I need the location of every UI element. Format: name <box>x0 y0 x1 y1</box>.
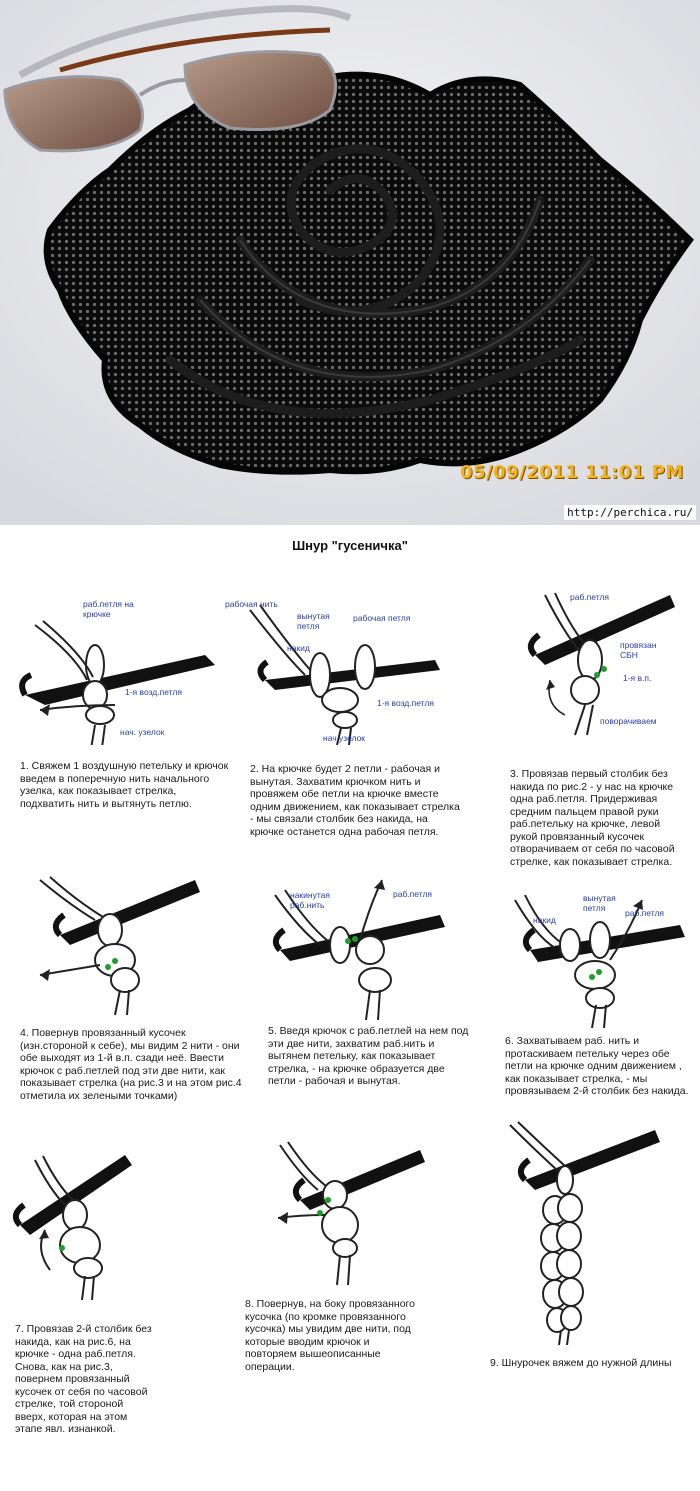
label-first-ch: 1-я в.п. <box>623 673 652 683</box>
label-yarn-over-thread: накинутая раб.нить <box>290 890 330 910</box>
step-7 <box>10 1150 210 1485</box>
label-turn: поворачиваем <box>600 716 657 726</box>
step-8-illustration <box>240 1140 440 1290</box>
label-first-chain: 1-я возд.петля <box>125 687 182 697</box>
step-9 <box>485 1120 700 1375</box>
label-first-chain: 1-я возд.петля <box>377 698 434 708</box>
step-2-caption: 2. На крючке будет 2 петли - рабочая и вынутая. Захватим крючком нить и провяжем обе петли на крючке вместе одним движением, как показывает стрелка - мы связали столбик без накида, на крючке останется одна рабочая петля. <box>250 763 460 838</box>
label-work-loop: раб.петля <box>393 889 433 899</box>
step-6-caption: 6. Захватываем раб. нить и протаскиваем петельку через обе петли на крючке одним движением , как показывает стрелка, - мы провязываем 2-й столбик без накида. <box>505 1035 689 1097</box>
step-8 <box>240 1140 455 1385</box>
watermark-url: http://perchica.ru/ <box>564 505 696 520</box>
step-3-caption: 3. Провязав первый столбик без накида по рис.2 - у нас на крючке одна раб.петля. Придерживая средним пальцем правой руки раб.петельку на крючке, левой рукой провязанный кусочек отворачиваем от себя по часовой стрелке, как показывает стрелка. <box>510 768 675 868</box>
label-working-yarn: рабочая нить <box>225 599 278 609</box>
step-8-caption: 8. Повернув, на боку провязанного кусочка (по кромке провязанного кусочка) мы увидим две нити, под которые вводим крючок и повторяем вышеописанные операции. <box>245 1298 415 1373</box>
step-9-illustration <box>485 1120 685 1345</box>
doily-photo <box>0 0 700 525</box>
step-1 <box>15 595 235 825</box>
label-start-knot: нач. узелок <box>120 727 165 737</box>
step-7-caption: 7. Провязав 2-й столбик без накида, как на рис.6, на крючке - одна раб.петля. Снова, как на рис.3, повернем провязанный кусочек от себя по часовой стрелке, той стороной вверх, которая на этом этапе явл. изнанкой. <box>15 1323 152 1435</box>
label-pulled-loop: вынутая петля <box>297 611 330 631</box>
label-work-loop: раб.петля <box>570 592 610 602</box>
step-7-illustration <box>10 1150 170 1300</box>
step-2 <box>225 595 465 838</box>
label-start-knot: нач.узелок <box>323 733 366 743</box>
step-9-caption: 9. Шнурочек вяжем до нужной длины <box>490 1357 672 1369</box>
step-4-caption: 4. Повернув провязанный кусочек (изн.стороной к себе), мы видим 2 нити - они обе выходят из 1-й в.п. сзади неё. Ввести крючок с раб.петлей под эти две нити, как показывает стрелка (на рис.3 и на этом рис.4 отметила их зелеными точками) <box>20 1027 242 1102</box>
step-6 <box>500 880 700 1120</box>
step-4-illustration <box>15 875 235 1025</box>
step-4 <box>15 875 245 1135</box>
label-work-loop: рабочая петля <box>353 613 411 623</box>
step-5 <box>260 875 475 1095</box>
label-sc-worked: провязан СБН <box>620 640 657 660</box>
step-5-caption: 5. Введя крючок с раб.петлей на нем под эти две нити, захватим раб.нить и вытянем петельку, как показывает стрелка, - на крючке образуется две петли - рабочая и вынутая. <box>268 1025 469 1087</box>
step-3 <box>505 585 700 875</box>
photo-timestamp: 05/09/2011 11:01 PM <box>460 462 684 483</box>
label-work-loop: раб.петля <box>625 908 665 918</box>
label-yarn-over: накид <box>287 643 310 653</box>
photo-image <box>0 0 700 525</box>
label-yarn-over: накид <box>533 915 556 925</box>
step-1-caption: 1. Свяжем 1 воздушную петельку и крючок введем в поперечную нить начального узелка, как показывает стрелка, подхватить нить и вытянуть петлю. <box>20 760 229 810</box>
label-pulled-loop: вынутая петля <box>583 893 616 913</box>
page-title: Шнур "гусеничка" <box>292 538 408 553</box>
label-work-loop: раб.петля на крючке <box>83 599 134 619</box>
